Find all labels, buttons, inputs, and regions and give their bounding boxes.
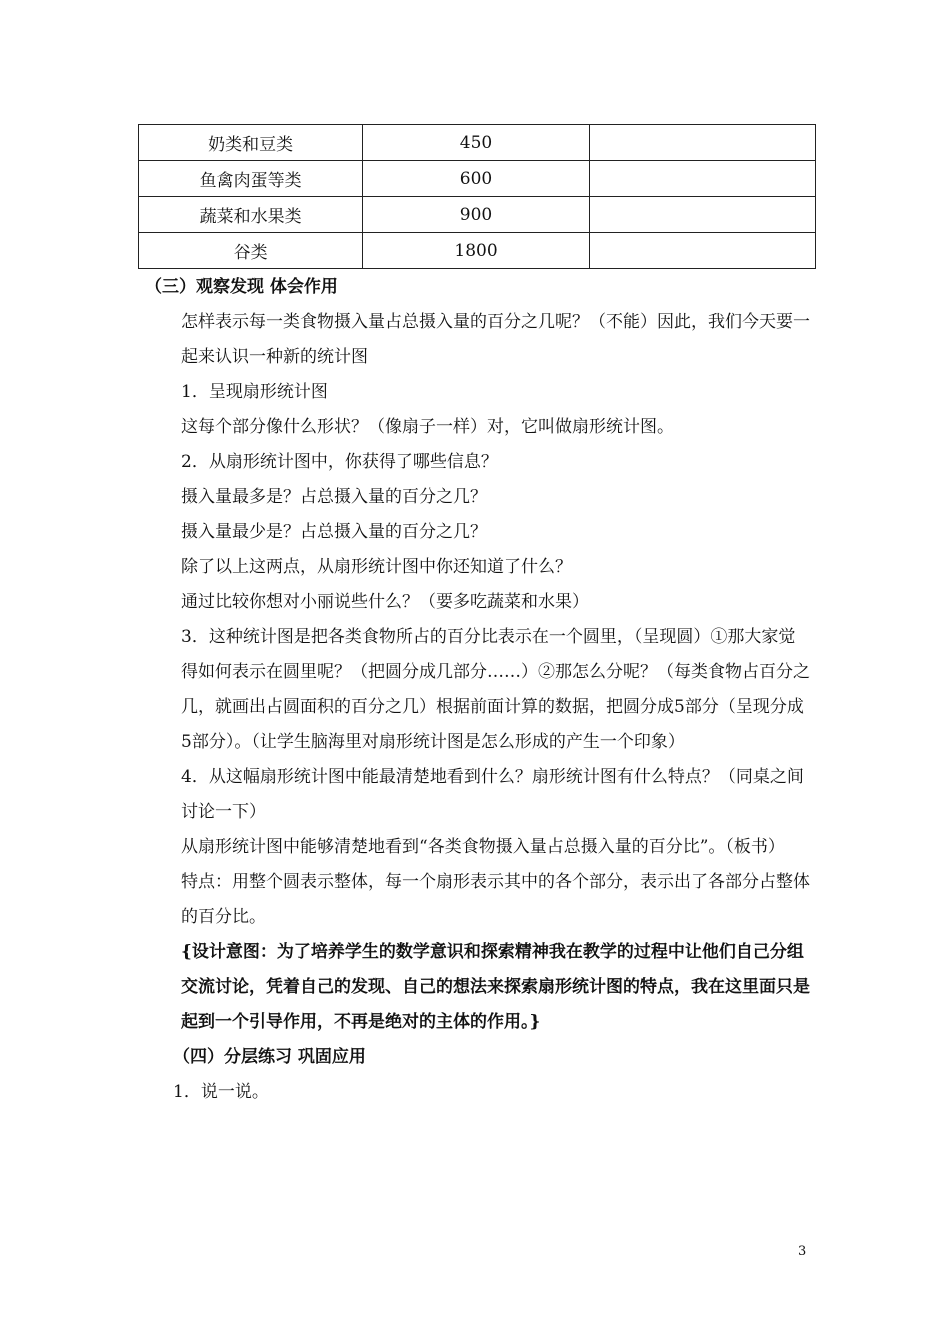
table-cell xyxy=(589,233,815,269)
design-intent-note: {设计意图：为了培养学生的数学意识和探索精神我在教学的过程中让他们自己分组交流讨论，凭着自己的发现、自己的想法来探索扇形统计图的特点，我在这里面只是起到一个引导作用，不再是绝对的主体的作用。} xyxy=(181,942,810,1032)
table-cell: 450 xyxy=(363,125,589,161)
table-cell: 蔬菜和水果类 xyxy=(139,197,363,233)
paragraph: 这每个部分像什么形状？（像扇子一样）对，它叫做扇形统计图。 xyxy=(181,417,674,437)
paragraph: 除了以上这两点，从扇形统计图中你还知道了什么？ xyxy=(181,557,572,577)
table-row xyxy=(139,197,816,233)
page-number: 3 xyxy=(798,1244,807,1259)
table-cell: 鱼禽肉蛋等类 xyxy=(139,161,363,197)
section-heading-3: （三）观察发现 体会作用 xyxy=(145,277,338,297)
paragraph: 1．呈现扇形统计图 xyxy=(181,382,328,402)
table-cell: 600 xyxy=(363,161,589,197)
section-heading-4: （四）分层练习 巩固应用 xyxy=(173,1047,366,1067)
table-cell xyxy=(589,197,815,233)
paragraph: 4．从这幅扇形统计图中能最清楚地看到什么？扇形统计图有什么特点？（同桌之间讨论一下） xyxy=(181,767,804,822)
table-cell: 奶类和豆类 xyxy=(139,125,363,161)
table-cell: 1800 xyxy=(363,233,589,269)
table-row xyxy=(139,161,816,197)
paragraph: 特点：用整个圆表示整体，每一个扇形表示其中的各个部分，表示出了各部分占整体的百分比。 xyxy=(181,872,810,927)
table-cell: 谷类 xyxy=(139,233,363,269)
table-cell xyxy=(589,125,815,161)
paragraph: 2．从扇形统计图中，你获得了哪些信息？ xyxy=(181,452,498,472)
table-row xyxy=(139,233,816,269)
document-body xyxy=(145,270,810,1110)
table-row xyxy=(139,125,816,161)
food-intake-table xyxy=(138,124,816,269)
paragraph: 从扇形统计图中能够清楚地看到“各类食物摄入量占总摄入量的百分比”。（板书） xyxy=(181,837,785,857)
paragraph: 怎样表示每一类食物摄入量占总摄入量的百分之几呢？（不能）因此，我们今天要一起来认识一种新的统计图 xyxy=(181,312,810,367)
table-cell: 900 xyxy=(363,197,589,233)
paragraph: 通过比较你想对小丽说些什么？（要多吃蔬菜和水果） xyxy=(181,592,589,612)
paragraph: 摄入量最少是？占总摄入量的百分之几？ xyxy=(181,522,487,542)
table-cell xyxy=(589,161,815,197)
paragraph: 摄入量最多是？占总摄入量的百分之几？ xyxy=(181,487,487,507)
paragraph: 1．说一说。 xyxy=(173,1082,269,1102)
paragraph: 3．这种统计图是把各类食物所占的百分比表示在一个圆里，（呈现圆）①那大家觉得如何表示在圆里呢？（把圆分成几部分……）②那怎么分呢？（每类食物占百分之几，就画出占圆面积的百分之几）根据前面计算的数据，把圆分成5部分（呈现分成5部分）。（让学生脑海里对扇形统计图是怎么形成的产生一个印象） xyxy=(181,627,810,752)
